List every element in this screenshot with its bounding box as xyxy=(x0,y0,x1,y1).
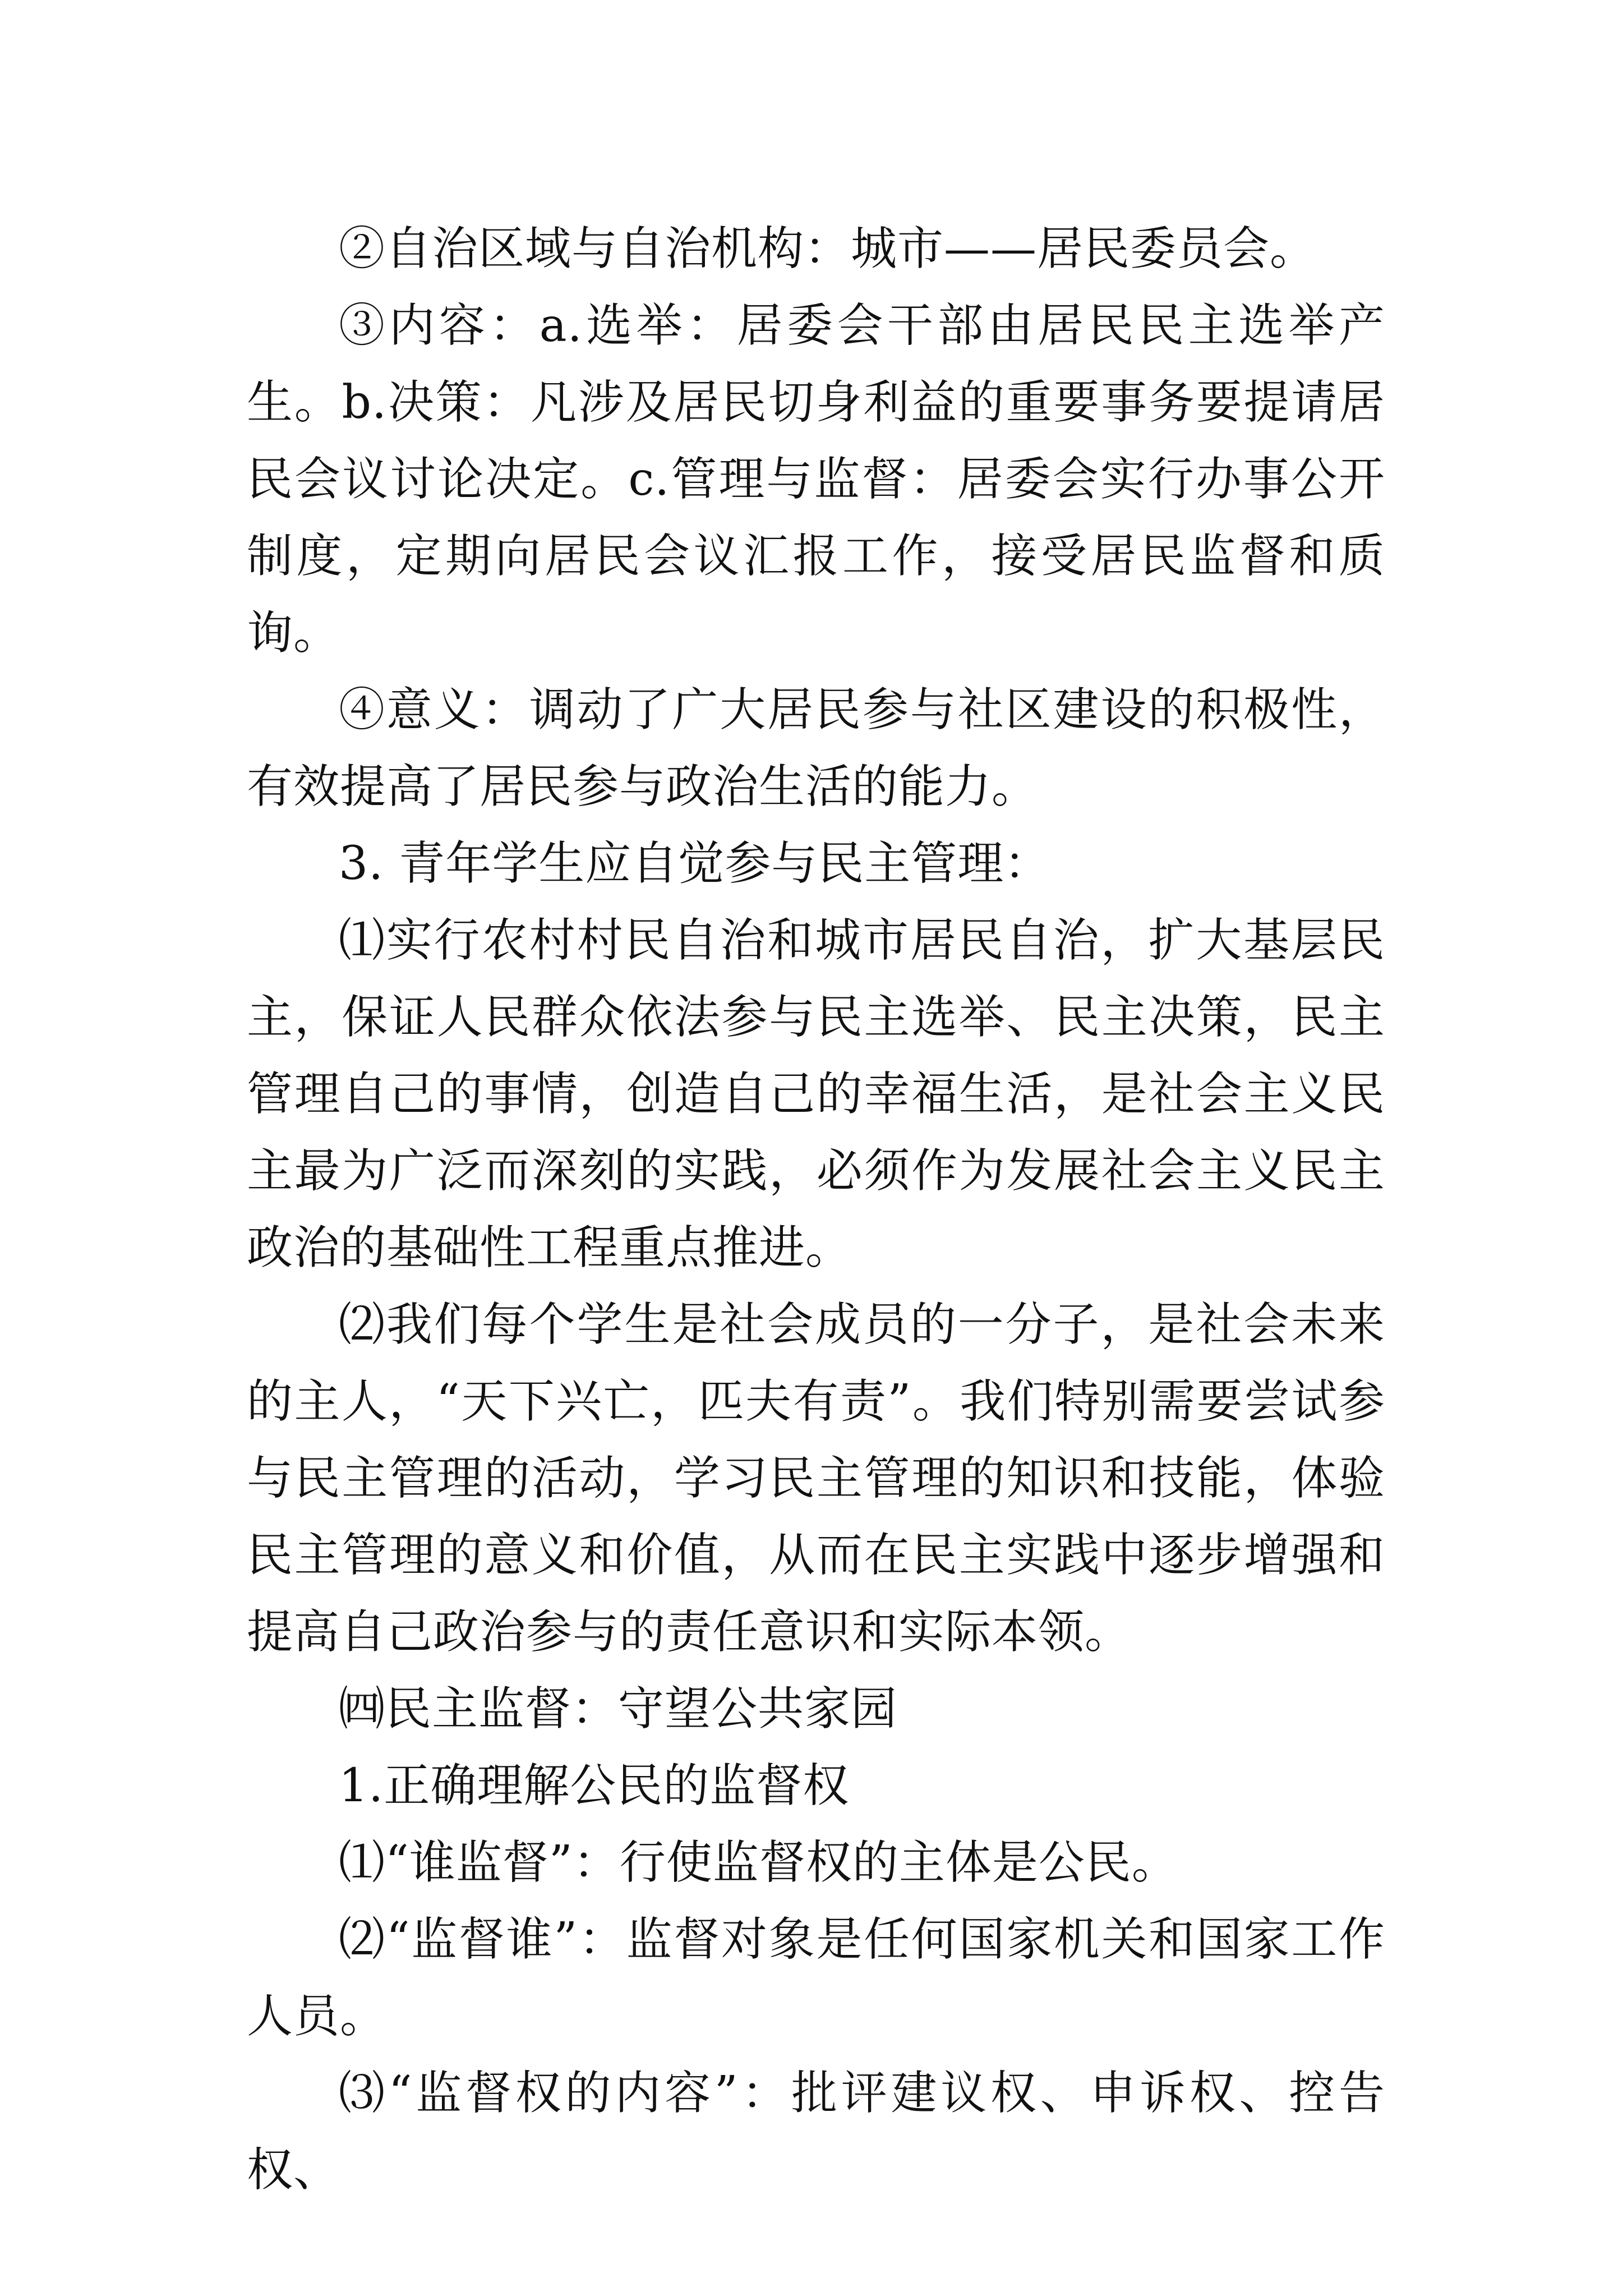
list-item-who-supervises: ⑴“谁监督”：行使监督权的主体是公民。 xyxy=(339,1836,1178,1889)
list-item-supervision-target: ⑵“监督谁”：监督对象是任何国家机关和国家工作人员。 xyxy=(247,1913,1385,2043)
list-item-supervision-content: ⑶“监督权的内容”：批评建议权、申诉权、控告权、 xyxy=(247,2067,1385,2197)
document-body xyxy=(247,210,1385,2208)
paragraph-autonomous-region: ②自治区域与自治机构：城市——居民委员会。 xyxy=(339,222,1317,275)
paragraph-grassroots-democracy: ⑴实行农村村民自治和城市居民自治，扩大基层民主，保证人民群众依法参与民主选举、民主决策，民主管理自己的事情，创造自己的幸福生活，是社会主义民主最为广泛而深刻的实践，必须作为发展社会主义民主政治的基础性工程重点推进。 xyxy=(247,914,1385,1274)
section-heading-youth-participation: 3. 青年学生应自觉参与民主管理： xyxy=(339,837,1051,890)
section-heading-democratic-supervision: ㈣民主监督：守望公共家园 xyxy=(339,1682,898,1736)
paragraph-significance: ④意义：调动了广大居民参与社区建设的积极性，有效提高了居民参与政治生活的能力。 xyxy=(247,683,1385,813)
paragraph-content: ③内容：a.选举：居委会干部由居民民主选举产生。b.决策：凡涉及居民切身利益的重要事务要提请居民会议讨论决定。c.管理与监督：居委会实行办事公开制度，定期向居民会议汇报工作，接受居民监督和质询。 xyxy=(247,299,1385,660)
subheading-supervision-right: 1.正确理解公民的监督权 xyxy=(339,1759,850,1812)
paragraph-student-responsibility: ⑵我们每个学生是社会成员的一分子，是社会未来的主人，“天下兴亡，匹夫有责”。我们特别需要尝试参与民主管理的活动，学习民主管理的知识和技能，体验民主管理的意义和价值，从而在民主实践中逐步增强和提高自己政治参与的责任意识和实际本领。 xyxy=(247,1298,1385,1659)
